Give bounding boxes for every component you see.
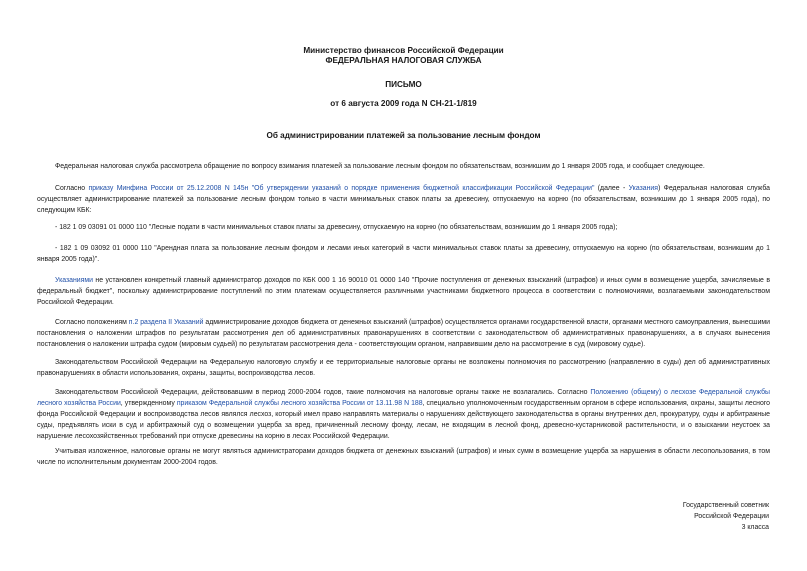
service-name: ФЕДЕРАЛЬНАЯ НАЛОГОВАЯ СЛУЖБА <box>325 56 482 65</box>
ministry-name: Министерство финансов Российской Федерации <box>303 46 504 55</box>
signature-block <box>683 500 769 533</box>
link-prikaz-188[interactable]: приказом Федеральной службы лесного хозяйства России от 13.11.98 N 188 <box>176 400 423 407</box>
paragraph-8: Законодательством Российской Федерации, действовавшим в период 2000-2004 годов, такие полномочия на налоговые органы также не возлагались. Согласно Положению (общему) о лесхозе Федеральной службы лесного хозяйства России, утвержденному приказом Федеральной службы лесного хозяйства России от 13.11.98 N 188, специально уполномоченным государственным органом в сфере использования, охраны, защиты лесного фонда Российской Федерации и воспроизводства лесов являлся лесхоз, который имел право направлять материалы о нарушениях действующего законодательства в органы внутренних дел, прокуратуру, суды и арбитражные суды, предъявлять иски в суд и арбитражный суд о возмещении ущерба за вред, причиненный лесному фонду, лесам, не входящим в лесной фонд, древесно-кустарниковой растительности, и о взыскании неустоек за нарушение лесохозяйственных требований при отпуске древесины на корню в лесах Российской Федерации. <box>37 389 770 440</box>
link-prikaz-minfin[interactable]: приказу Минфина России от 25.12.2008 N 145н "Об утверждении указаний о порядке применения бюджетной классификации Российской Федерации" <box>88 185 595 192</box>
paragraph-1: Федеральная налоговая служба рассмотрела обращение по вопросу взимания платежей за пользование лесным фондом по обязательствам, возникшим до 1 января 2005 года, и сообщает следующее. <box>55 163 705 170</box>
signature-line-1: Государственный советник <box>682 502 769 509</box>
link-razdel-ii[interactable]: п.2 раздела II Указаний <box>128 319 204 326</box>
paragraph-2: Согласно приказу Минфина России от 25.12.2008 N 145н "Об утверждении указаний о порядке применения бюджетной классификации Российской Федерации" (далее - Указания) Федеральная налоговая служба осуществляет администрирование платежей за пользование лесным фондом только в части минимальных ставок платы за древесину, отпускаемую на корню (по обязательствам, возникшим до 1 января 2005 года), по следующим КБК: <box>37 185 770 214</box>
paragraph-7: Законодательством Российской Федерации на Федеральную налоговую службу и ее территориальные налоговые органы не возложены полномочия по рассмотрению (направлению в суды) дел об административных правонарушениях в области использования, охраны, защиты, воспроизводства лесов. <box>37 359 770 377</box>
document-date-number: от 6 августа 2009 года N СН-21-1/819 <box>330 99 477 108</box>
link-ukazaniyami[interactable]: Указаниями <box>55 277 93 284</box>
paragraph-kbk-2: - 182 1 09 03092 01 0000 110 "Арендная плата за пользование лесным фондом и лесами иных категорий в части минимальных ставок платы за древесину, отпускаемую на корню (по обязательствам, возникшим до 1 января 2005 года)". <box>37 245 770 263</box>
document-subject: Об администрировании платежей за пользование лесным фондом <box>266 131 541 140</box>
paragraph-9: Учитывая изложенное, налоговые органы не могут являться администраторами доходов бюджета от денежных взысканий (штрафов) и иных сумм в возмещение ущерба за нарушения в области лесопользования, в том числе по исполнительным документам 2000-2004 годов. <box>37 448 770 466</box>
paragraph-6: Согласно положениям п.2 раздела II Указаний администрирование доходов бюджета от денежных взысканий (штрафов) осуществляется органами государственной власти, органами местного самоуправления, вынесшими постановления о наложении штрафов по результатам рассмотрения дел об административных правонарушениях в соответствии с законодательством об административных правонарушениях, а в случаях вынесения постановления о наложении штрафа судом (мировым судьей) по результатам рассмотрения дела - соответствующим органом, направившим дело на рассмотрение в суд (мировому судье). <box>37 319 771 348</box>
paragraph-kbk-1: - 182 1 09 03091 01 0000 110 "Лесные подати в части минимальных ставок платы за древесину, отпускаемую на корню (по обязательствам, возникшим до 1 января 2005 года); <box>55 224 618 231</box>
signature-line-2: Российской Федерации <box>694 513 769 520</box>
link-polozhenie-leshoz[interactable]: Положению (общему) о лесхозе Федеральной службы лесного хозяйства России <box>37 389 770 407</box>
document-type: ПИСЬМО <box>385 80 422 89</box>
link-ukazaniya[interactable]: Указания <box>628 185 658 192</box>
paragraph-5: Указаниями не установлен конкретный главный администратор доходов по КБК 000 1 16 90010 01 0000 140 "Прочие поступления от денежных взысканий (штрафов) и иных сумм в возмещение ущерба, зачисляемые в федеральный бюджет", поскольку администрирование поступлений по этим платежам осуществляется различными участниками бюджетного процесса в соответствии с полномочиями, возлагаемыми законодательством Российской Федерации. <box>37 277 770 306</box>
signature-line-3: 3 класса <box>741 524 769 531</box>
